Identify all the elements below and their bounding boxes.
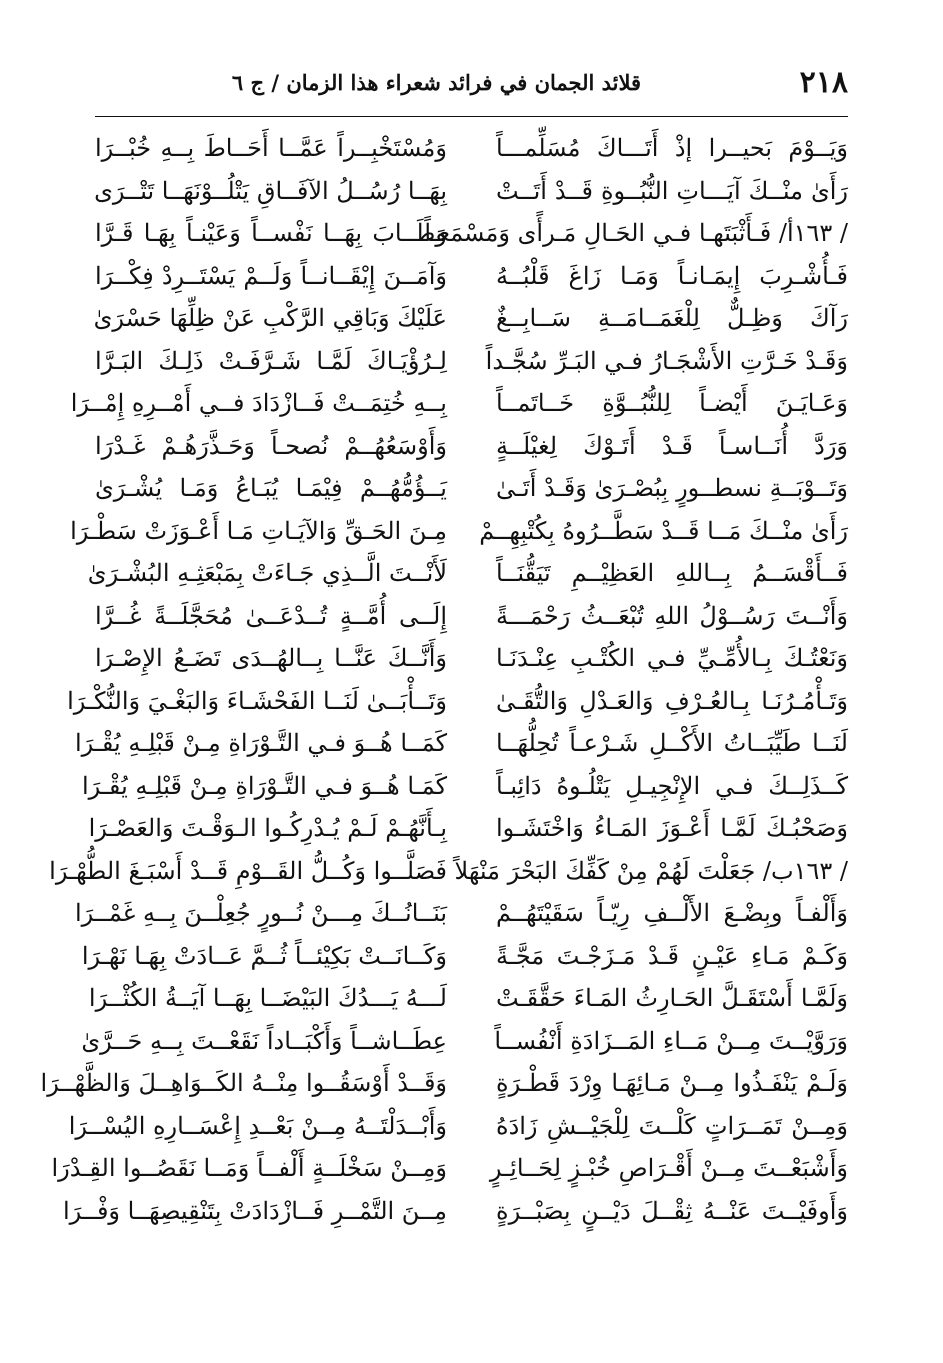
verse-line: وَيَــوْمَ بَحيــرا إذْ أَتَـــاكَ مُسَلِّمـــاً (496, 134, 848, 162)
verse-line: يَــؤُمُّهُــمْ فِيْمَـا يُبَـاعُ وَمَـا يُشْـرَىٰ (95, 474, 447, 502)
verse-line: وَأَنَّــكَ عَنَّــا بِــالهُــدَى تَضَـعُ الإِصْـرَا (95, 644, 447, 672)
verse-line: مِــنَ التَّمْــرِ فَــازْدَادَتْ بِتَنْقِيصِهَــا وَفْــرَا (62, 1196, 447, 1225)
verse-line: وَقَــدْ أَوْسَقُــوا مِنْــهُ الكَــوَاهِــلَ وَالظَّهْــرَا (40, 1069, 447, 1097)
verse-line: وَأَشْبَعْــتَ مِــنْ أَقْـرَاصِ خُبْـزٍ لِحَــائِـرٍ (489, 1154, 848, 1182)
verse-line: وَأَنْــتَ رَسُــوْلُ اللهِ تُبْعَــثُ رَحْمَـــةً (496, 601, 848, 630)
verse-line: لَـــهُ يَـــدُكَ البَيْضَــا بِهَــا آيَــةُ الكُثْــرَا (88, 984, 447, 1012)
poem-body (40, 127, 848, 1317)
verse-line: وَنَعْتُـكَ بِـالأُمِّـيِّ فـي الكُتْـبِ عِنْـدَنَـا (496, 644, 848, 672)
verse-line: بِــهِ خُتِمَــتْ فَــازْدَادَ فــي أَمْــرِهِ إِمْــرَا (70, 389, 447, 417)
verse-line: رَأَىٰ منْــكَ آيَـــاتِ النُّبُــوةِ قَــدْ أَتَــتْ (496, 176, 848, 205)
verse-line: وَرَدَّ أُنَــاسـاً قَـدْ أَتَـوْكَ لِغيْلَــةٍ (496, 431, 848, 460)
verse-line: وَتَــأْبَــىٰ لَنَــا الفَحْشَـاءَ وَالبَغْـيَ وَالنُّكْـرَا (67, 686, 447, 715)
verse-line: وَأَوْسَعُهُــمْ نُصحـاً وَحَـذَّرَهُـمْ غَـدْرَا (95, 431, 447, 460)
verse-line: فَــأَقْسَــمُ بِــاللهِ العَظِيْــمِ تَيَقُّنَــاً (496, 559, 848, 587)
first-hemistich-column (424, 127, 848, 1317)
second-hemistich-column (40, 127, 447, 1317)
verse-line: كَمَـا هُــوَ فـي التَّـوْرَاةِ مِـنْ قَبْلِـهِ يُقْـرَا (81, 771, 447, 800)
verse-line: إِلَــى أُمَّــةٍ تُــدْعَــىٰ مُحَجَّلَــةً غُــرَّا (95, 601, 447, 630)
verse-line: رَأَىٰ منْــكَ مَــا قَــدْ سَطَّــرُوهُ بِكُتْبِهِــمْ (479, 516, 848, 545)
verse-line: وَرَوَّيْــتَ مِــنْ مَــاءِ المَــزَادَةِ أَنْفُســاً (494, 1026, 848, 1055)
verse-line: وَعَـايَـنَ أَيْضـاً لِلنُّبُــوَّةِ خَــاتَمــاً (496, 389, 848, 417)
verse-line: وَقَـدْ خَـرَّتِ الأَشْجَـارُ فـي البَـرِّ سُجَّـداً (485, 346, 848, 375)
verse-line: وَآمَــنَ إِيْقَــانــاً وَلَــمْ يَسْتَــرِدْ فِكْــرَا (95, 261, 447, 290)
verse-line: وَمِــنْ تَمَــرَاتٍ كَلْــتَ لِلْجَيْــشِ زَادَهُ (496, 1111, 848, 1140)
verse-line: / ١٦٣أ/ فَـأَثْبَتَهـا فـي الحَـالِ مَـرأًى وَمَسْمَعـاً (424, 219, 848, 247)
verse-line: كَمَــا هُــوَ فـي التَّـوْرَاةِ مِـنْ قَبْلِـهِ يُقْـرَا (74, 729, 447, 757)
verse-line: / ١٦٣ب/ جَعَلْتَ لَهُمْ مِنْ كَفِّكَ البَحْرَ مَنْهَلاً (454, 856, 848, 885)
verse-line: رَآكَ وَظِـلٌّ لِلْغَمَــامَــةِ سَــابِــغٌ (496, 304, 848, 332)
verse-line: وَطَــابَ بِهَــا نَفْســاً وَعَيْنـاً بِهَـا قَـرَّا (95, 219, 447, 247)
verse-line: عِطَــاشــاً وَأَكْبَــاداً نَقَعْــتَ بِــهِ حَــرَّىٰ (81, 1026, 447, 1055)
verse-line: فَصَلَّــوا وَكُــلُّ القَــوْمِ قَــدْ أَسْبَـغَ الطُّهْـرَا (49, 856, 447, 885)
verse-line: وَلَـمْ يَنْفَـذُوا مِــنْ مَـائِهَـا وِرْدَ قَطْـرَةٍ (496, 1069, 848, 1097)
page-header (95, 62, 848, 104)
verse-line: وَأَبْــدَلْتَــهُ مِــنْ بَعْــدِ إِعْسَــارِهِ اليُسْــرَا (68, 1111, 447, 1140)
verse-line: وَأَوفَيْــتَ عَنْــهُ ثِقْــلَ دَيْــنٍ بِصَبْــرَةٍ (496, 1196, 848, 1225)
verse-line: لَأَنْــتَ الَّــذِي جَـاءَتْ بِمَبْعَثِـهِ البُشْـرَىٰ (87, 559, 447, 587)
verse-line: بِهَــا رُسُــلُ الآفَــاقِ يَتْلُــوْنَهَــا تَتْــرَى (94, 176, 447, 205)
verse-line: لَنَــا طَيِّبَــاتُ الأَكْــلِ شَـرْعـاً تُحِلُّهَــا (496, 729, 848, 757)
verse-line: مِـنَ الحَـقِّ وَالآيَـاتِ مَـا أَعْـوَزَتْ سَطْـرَا (70, 516, 447, 545)
verse-line: فَـأُشْـرِبَ إِيمَـانـاً وَمَـا زَاغَ قَلْبُــهُ (496, 261, 848, 290)
verse-line: بِـأَنَّهُـمْ لَـمْ يُـدْرِكُـوا الـوَقْـتَ وَالعَصْـرَا (88, 814, 447, 842)
header-rule (95, 116, 848, 117)
verse-line: كَــذَلِــكَ فـي الإِنْجِيـلِ يَتْلُـوهُ دَائِبـاً (496, 771, 848, 800)
verse-line: عَلَيْكَ وَبَاقِي الرَّكْبِ عَنْ ظِلِّهَا حَسْرَىٰ (93, 304, 447, 332)
verse-line: وَكَــانَــتْ بَكِيْئــاً ثُــمَّ عَــادَتْ بِهَـا نَهْـرَا (81, 941, 447, 970)
verse-line: بَنَــانُــكَ مِـــنْ نُــورٍ جُعِلْــنَ بِــهِ غَمْــرَا (74, 899, 447, 927)
verse-line: وَصَحْبُـكَ لَمَّـا أَعْـوَزَ المَـاءُ وَاخْتَشَـوا (496, 814, 848, 842)
verse-line: وَلَمَّـا أَسْتَقَـلَّ الحَـارِثُ المَـاءَ حَقَّقَـتْ (496, 984, 848, 1012)
page-number: ٢١٨ (799, 65, 848, 100)
verse-line: وَمِــنْ سَخْلَــةٍ أَلْفــاً وَمَــا نَقَصُــوا القِـدْرَا (51, 1154, 447, 1182)
verse-line: وَمُسْتَخْبِــراً عَمَّــا أَحَــاطَ بِــهِ خُبْــرَا (95, 134, 447, 162)
verse-line: وَتَــوْبَــةِ نسطــورٍ بِبُصْـرَىٰ وَقَـدْ أَتَـىٰ (496, 474, 848, 502)
running-title: قلائد الجمان في فرائد شعراء هذا الزمان / ج ٦ (231, 70, 642, 95)
verse-line: وَتَـأْمُـرُنَـا بِـالعُـرْفِ وَالعَـدْلِ وَالتُّقَـىٰ (496, 686, 848, 715)
verse-line: وَكَـمْ مَـاءِ عَيْـنٍ قَـدْ مَـزَجْـتَ مَجَّـةً (496, 941, 848, 970)
verse-line: لِـرُؤْيَـاكَ لَمَّـا شَـرَّفَـتْ ذَلِـكَ البَـرَّا (95, 346, 447, 375)
verse-line: وَأَلْفـاً وبِضْـعَ الأَلْــفِ رِيّـاً سَقَيْتَهُــمْ (496, 899, 848, 927)
